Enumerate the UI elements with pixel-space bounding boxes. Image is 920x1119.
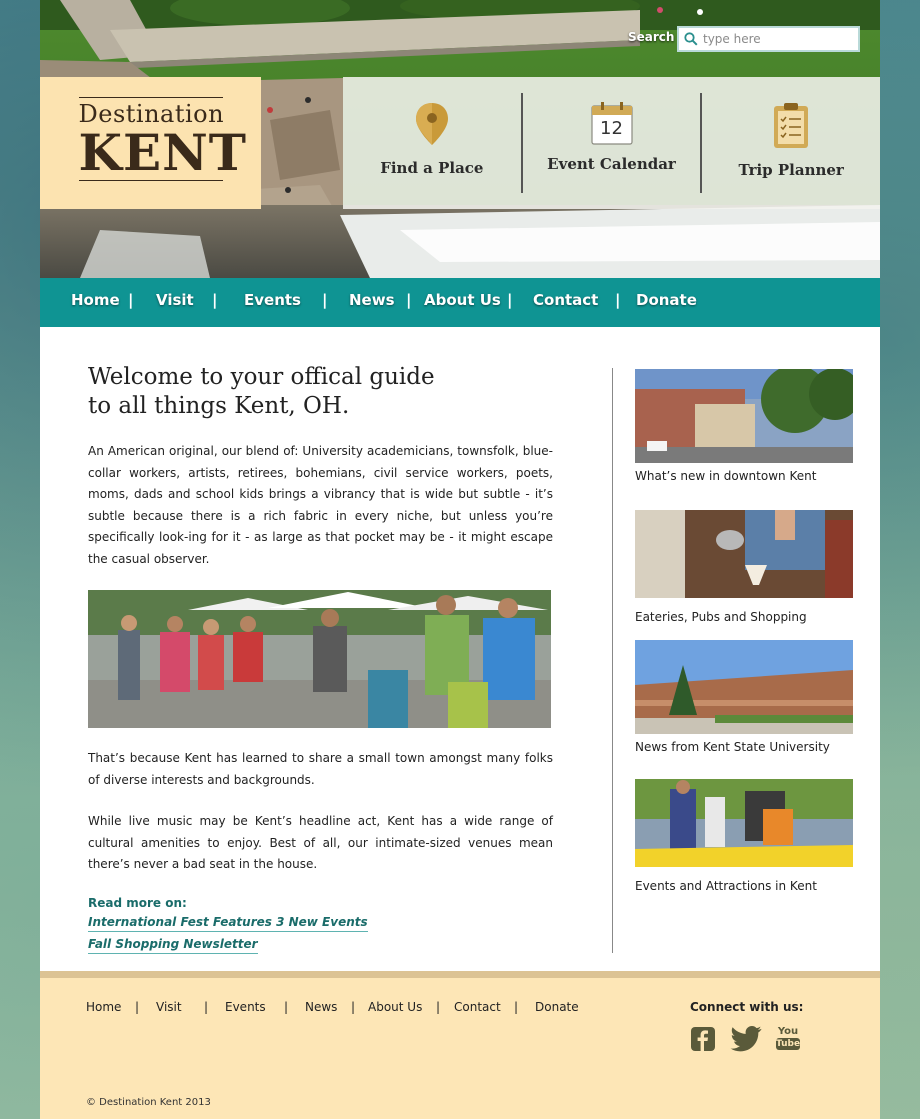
quicklink-label: Event Calendar [547,155,676,173]
logo-line-destination: Destination [79,97,223,128]
column-divider [612,368,613,953]
sidebar-card-downtown[interactable] [635,369,853,483]
page [40,0,880,1119]
search-box[interactable] [677,26,860,52]
nav-separator: | [507,291,513,309]
sidebar-card-caption: What’s new in downtown Kent [635,469,817,483]
nav-home[interactable]: Home [71,291,120,309]
footer-nav-separator: | [436,1000,441,1014]
footer-nav-separator: | [351,1000,356,1014]
read-more-label: Read more on: [88,895,187,910]
footer-nav-events[interactable]: Events [225,1000,266,1014]
sidebar-card-caption: Eateries, Pubs and Shopping [635,610,807,624]
calendar-icon [590,101,634,147]
twitter-icon[interactable] [730,1026,764,1054]
clipboard-icon [772,101,810,153]
youtube-text-top: You [777,1026,799,1037]
footer-nav-about-us[interactable]: About Us [368,1000,423,1014]
copyright: © Destination Kent 2013 [86,1097,211,1108]
downtown-photo [635,369,853,463]
festival-photo [88,590,551,728]
paragraph-3: While live music may be Kent’s headline act, Kent has a wide range of cultural amenities to enjoy. Best of all, our intimate-sized venues mean there’s never a bad seat in the house. [88,814,553,871]
quicklink-find-a-place[interactable] [343,77,521,209]
search-icon[interactable] [679,28,703,50]
footer-nav-home[interactable]: Home [86,1000,122,1014]
events-photo [635,779,853,873]
search-label: Search [628,30,675,44]
nav-donate[interactable]: Donate [636,291,697,309]
nav-visit[interactable]: Visit [156,291,194,309]
footer-nav-separator: | [514,1000,519,1014]
calendar-day: 12 [600,118,623,139]
nav-separator: | [322,291,328,309]
footer [40,971,880,1119]
eateries-photo [635,510,853,604]
paragraph-2: That’s because Kent has learned to share a small town amongst many folks of diverse interests and backgrounds. [88,751,553,787]
hero-banner [40,0,880,278]
page-title [88,363,553,421]
headline-line-2: to all things Kent, OH. [88,393,350,419]
logo-line-kent: KENT [78,123,247,182]
headline-line-1: Welcome to your offical guide [88,364,435,390]
facebook-icon[interactable] [690,1026,718,1054]
nav-separator: | [406,291,412,309]
nav-separator: | [212,291,218,309]
quicklink-trip-planner[interactable] [702,77,880,209]
sidebar-card-eateries[interactable] [635,510,853,624]
kent-state-photo [635,640,853,734]
main-content [88,363,553,954]
youtube-text-bottom: Tube [776,1039,801,1049]
connect-label: Connect with us: [690,1000,804,1014]
main-nav [40,278,880,327]
nav-about-us[interactable]: About Us [424,291,501,309]
intro-paragraph: An American original, our blend of: University academicians, townsfolk, blue-collar workers, artists, retirees, bohemians, civil service workers, poets, moms, dads and school kids brings a vibrancy that is wide but subtle - it’s subtle because there is a rich fabric in every niche, but unless you’re specifically look-ing for it - as large as that pocket may be - it might escape the casual observer. [88,444,553,566]
footer-nav-separator: | [284,1000,289,1014]
nav-events[interactable]: Events [244,291,301,309]
nav-separator: | [128,291,134,309]
footer-nav-contact[interactable]: Contact [454,1000,501,1014]
footer-nav-separator: | [204,1000,209,1014]
sidebar-card-events[interactable] [635,779,853,893]
quicklink-label: Trip Planner [738,161,844,179]
youtube-icon[interactable] [776,1026,800,1054]
site-logo[interactable] [40,77,261,209]
footer-nav-news[interactable]: News [305,1000,338,1014]
quicklink-label: Find a Place [380,159,484,177]
sidebar-card-caption: Events and Attractions in Kent [635,879,817,893]
read-more-link-fall-shopping[interactable]: Fall Shopping Newsletter [88,935,258,954]
footer-nav-visit[interactable]: Visit [156,1000,182,1014]
nav-news[interactable]: News [349,291,395,309]
sidebar-card-caption: News from Kent State University [635,740,830,754]
search-input[interactable] [703,32,853,46]
footer-nav-donate[interactable]: Donate [535,1000,579,1014]
nav-separator: | [615,291,621,309]
map-pin-icon [414,101,450,151]
footer-nav-separator: | [135,1000,140,1014]
read-more-link-international-fest[interactable]: International Fest Features 3 New Events [88,913,368,932]
sidebar-card-kent-state[interactable] [635,640,853,754]
quick-links [343,77,880,209]
nav-contact[interactable]: Contact [533,291,599,309]
quicklink-event-calendar[interactable] [523,77,701,209]
